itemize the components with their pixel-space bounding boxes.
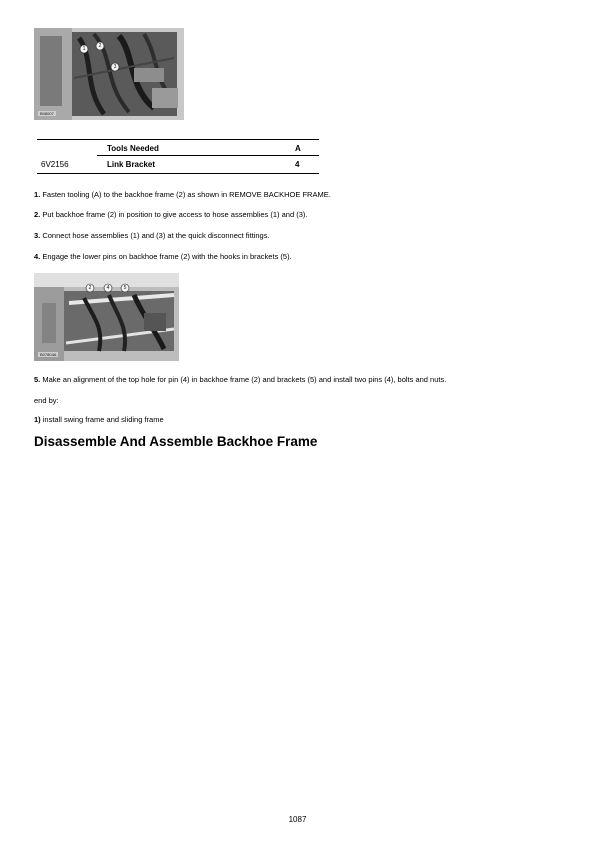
step-1 [34, 190, 331, 200]
end-by-step-number: 1) [34, 415, 41, 424]
photo-2-illustration [34, 273, 179, 361]
step-3-text: Connect hose assemblies (1) and (3) at the quick disconnect fittings. [40, 231, 270, 240]
tools-header: Tools Needed [107, 144, 159, 153]
callout-1: 1 [82, 46, 86, 52]
page-number: 1087 [288, 815, 307, 824]
step-5-text: Make an alignment of the top hole for pin (4) in backhoe frame (2) and brackets (5) and install two pins (4), bolts and nuts. [40, 375, 447, 384]
step-5-number: 5. [34, 375, 41, 384]
step-3 [34, 231, 270, 241]
callout-5: 5 [123, 285, 127, 291]
tool-quantity: 4 [295, 160, 300, 169]
step-4 [34, 252, 292, 262]
step-4-text: Engage the lower pins on backhoe frame (2) with the hooks in brackets (5). [40, 252, 292, 261]
step-1-number: 1. [34, 190, 41, 199]
end-by-label: end by: [34, 396, 59, 405]
callout-2: 2 [98, 43, 102, 49]
photo-1-tag: B08007 [40, 111, 54, 116]
step-2-text: Put backhoe frame (2) in position to give access to hose assemblies (1) and (3). [40, 210, 308, 219]
callout-4: 4 [106, 285, 110, 291]
backhoe-frame-photo-2 [34, 273, 179, 361]
step-3-number: 3. [34, 231, 41, 240]
table-bottom-rule [37, 173, 319, 174]
photo-1-illustration [34, 28, 184, 120]
step-4-number: 4. [34, 252, 41, 261]
photo-2-callouts [86, 284, 129, 292]
tool-column-header: A [295, 144, 301, 153]
step-1-text: Fasten tooling (A) to the backhoe frame (2) as shown in REMOVE BACKHOE FRAME. [40, 190, 331, 199]
end-by-step-text: install swing frame and sliding frame [40, 415, 164, 424]
step-2 [34, 210, 307, 220]
section-heading: Disassemble And Assemble Backhoe Frame [34, 434, 318, 449]
step-5 [34, 375, 446, 385]
tool-part-number: 6V2156 [41, 160, 69, 169]
step-2-number: 2. [34, 210, 41, 219]
tool-name: Link Bracket [107, 160, 156, 169]
backhoe-frame-photo-1 [34, 28, 184, 120]
callout-2: 2 [88, 285, 92, 291]
callout-3: 3 [113, 64, 117, 70]
photo-2-tag: B07804A [40, 352, 57, 357]
end-by-step [34, 415, 164, 425]
table-top-rule [37, 139, 319, 140]
table-header-rule [97, 155, 319, 156]
